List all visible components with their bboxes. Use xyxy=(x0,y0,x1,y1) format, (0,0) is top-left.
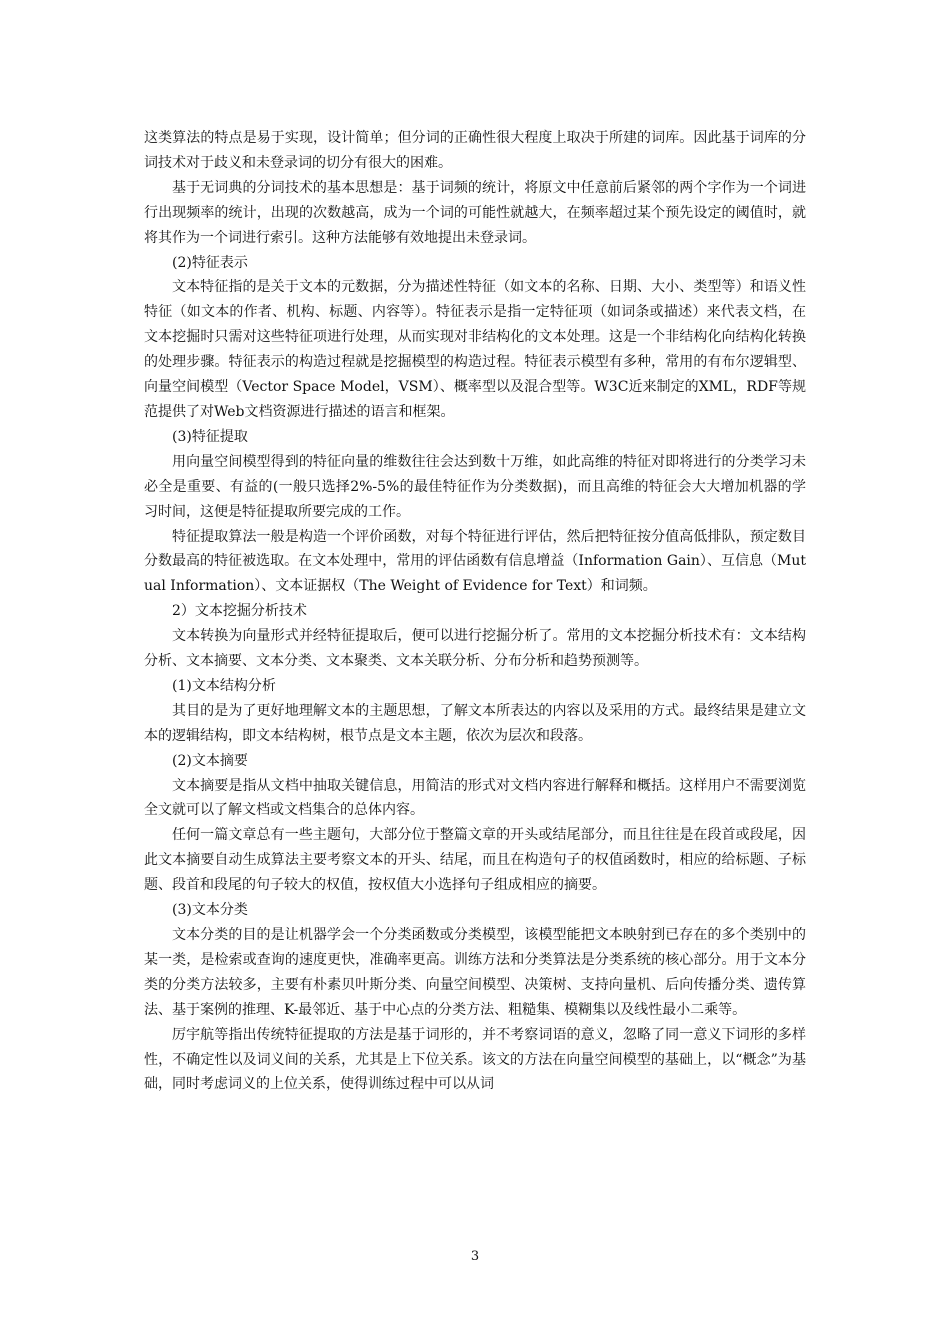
section-heading: (3)文本分类 xyxy=(172,902,248,919)
paragraph: 基于无词典的分词技术的基本思想是：基于词频的统计，将原文中任意前后紧邻的两个字作为一个词进行出现频率的统计，出现的次数越高，成为一个词的可能性就越大，在频率超过某个预先设定的阈值时，就将其作为一个词进行索引。这种方法能够有效地提出未登录词。 xyxy=(144,179,806,246)
paragraph: 文本摘要是指从文档中抽取关键信息，用简洁的形式对文档内容进行解释和概括。这样用户不需要浏览全文就可以了解文档或文档集合的总体内容。 xyxy=(144,777,806,819)
section-heading: (2)文本摘要 xyxy=(172,752,248,769)
section-heading: (3)特征提取 xyxy=(172,428,248,445)
body-text xyxy=(144,126,806,1097)
paragraph: 这类算法的特点是易于实现，设计简单；但分词的正确性很大程度上取决于所建的词库。因此基于词库的分词技术对于歧义和未登录词的切分有很大的困难。 xyxy=(144,130,806,171)
paragraph: 任何一篇文章总有一些主题句，大部分位于整篇文章的开头或结尾部分，而且往往是在段首或段尾，因此文本摘要自动生成算法主要考察文本的开头、结尾，而且在构造句子的权值函数时，相应的给标题、子标题、段首和段尾的句子较大的权值，按权值大小选择句子组成相应的摘要。 xyxy=(144,827,806,894)
paragraph: 文本特征指的是关于文本的元数据，分为描述性特征（如文本的名称、日期、大小、类型等）和语义性特征（如文本的作者、机构、标题、内容等）。特征表示是指一定特征项（如词条或描述）来代表文档，在文本挖掘时只需对这些特征项进行处理，从而实现对非结构化的文本处理。这是一个非结构化向结构化转换的处理步骤。特征表示的构造过程就是挖掘模型的构造过程。特征表示模型有多种，常用的有布尔逻辑型、向量空间模型（Vector Space Model，VSM）、概率型以及混合型等。W3C近来制定的XML，RDF等规范提供了对Web文档资源进行描述的语言和框架。 xyxy=(144,279,806,420)
section-heading: (2)特征表示 xyxy=(172,254,248,271)
paragraph: 厉宇航等指出传统特征提取的方法是基于词形的，并不考察词语的意义，忽略了同一意义下词形的多样性，不确定性以及词义间的关系，尤其是上下位关系。该文的方法在向量空间模型的基础上，以“概念”为基础，同时考虑词义的上位关系，使得训练过程中可以从词 xyxy=(144,1026,806,1093)
section-heading: (1)文本结构分析 xyxy=(172,677,276,694)
paragraph: 文本分类的目的是让机器学会一个分类函数或分类模型，该模型能把文本映射到已存在的多个类别中的某一类，是检索或查询的速度更快，准确率更高。训练方法和分类算法是分类系统的核心部分。用于文本分类的分类方法较多，主要有朴素贝叶斯分类、向量空间模型、决策树、支持向量机、后向传播分类、遗传算法、基于案例的推理、K-最邻近、基于中心点的分类方法、粗糙集、模糊集以及线性最小二乘等。 xyxy=(144,927,806,1018)
section-heading: 2）文本挖掘分析技术 xyxy=(172,603,307,620)
paragraph: 特征提取算法一般是构造一个评价函数，对每个特征进行评估，然后把特征按分值高低排队，预定数目分数最高的特征被选取。在文本处理中，常用的评估函数有信息增益（Information Gain）、互信息（Mutual Information）、文本证据权（The Weight of Evidence for Text）和词频。 xyxy=(144,528,806,595)
paragraph: 其目的是为了更好地理解文本的主题思想，了解文本所表达的内容以及采用的方式。最终结果是建立文本的逻辑结构，即文本结构树，根节点是文本主题，依次为层次和段落。 xyxy=(144,702,806,744)
paragraph: 文本转换为向量形式并经特征提取后，便可以进行挖掘分析了。常用的文本挖掘分析技术有：文本结构分析、文本摘要、文本分类、文本聚类、文本关联分析、分布分析和趋势预测等。 xyxy=(144,628,806,670)
page-number: 3 xyxy=(470,1249,480,1264)
paragraph: 用向量空间模型得到的特征向量的维数往往会达到数十万维，如此高维的特征对即将进行的分类学习未必全是重要、有益的(一般只选择2%-5%的最佳特征作为分类数据)，而且高维的特征会大大增加机器的学习时间，这便是特征提取所要完成的工作。 xyxy=(144,453,806,520)
